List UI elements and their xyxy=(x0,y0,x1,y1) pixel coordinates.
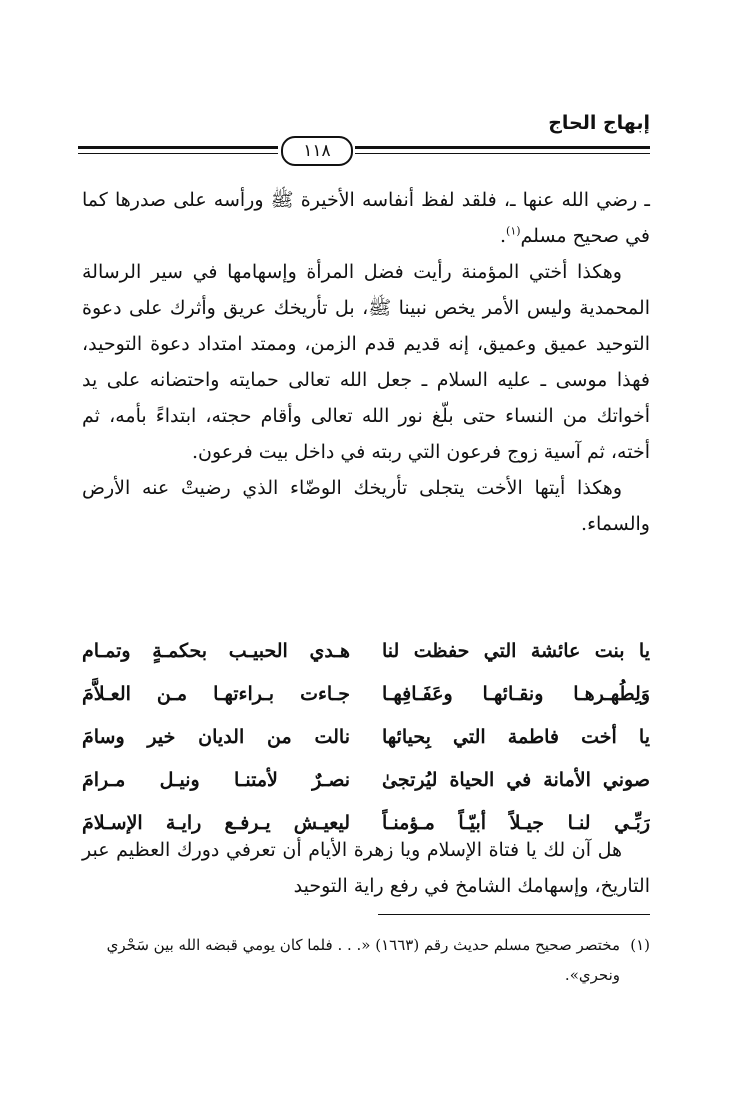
verse-first-hemistich: يا أخت فاطمة التي بِحيائها xyxy=(382,726,650,748)
book-title: إبهاج الحاج xyxy=(548,112,650,134)
verse-first-hemistich: صوني الأمانة في الحياة ليُرتجىٰ xyxy=(382,769,650,791)
paragraph-1 xyxy=(82,182,650,254)
header-rule-thick-right xyxy=(355,146,650,149)
verse-first-hemistich: رَبِّـي لنـا جيـلاً أبيّـاً مـؤمنـاً xyxy=(382,812,650,834)
poem-verse xyxy=(82,759,650,802)
verse-second-hemistich: جـاءت بـراءتهـا مـن العـلاَّمَ xyxy=(82,683,350,705)
poem-verse xyxy=(82,673,650,716)
poem xyxy=(82,630,650,845)
footnotes xyxy=(82,930,650,990)
paragraph-1-text: ـ رضي الله عنها ـ، فلقد لفظ أنفاسه الأخيرة ﷺ ورأسه على صدرها كما في صحيح مسلم xyxy=(82,189,650,247)
poem-verse xyxy=(82,716,650,759)
header-rule-thin-right xyxy=(355,153,650,154)
verse-second-hemistich: نالت من الديان خير وسامَ xyxy=(82,726,350,748)
header-rule-thin-left xyxy=(78,153,278,154)
verse-first-hemistich: وَلِطُهـرهـا ونقـائهـا وعَفَـافِهـا xyxy=(382,683,650,705)
paragraph-1-end: . xyxy=(499,225,507,247)
footnote-1 xyxy=(82,930,650,990)
footnote-separator xyxy=(378,914,650,915)
page-number: ١١٨ xyxy=(281,136,353,166)
body-text xyxy=(82,182,650,542)
verse-first-hemistich: يا بنت عائشة التي حفظت لنا xyxy=(382,640,650,662)
paragraph-3: وهكذا أيتها الأخت يتجلى تأريخك الوضّاء الذي رضيتْ عنه الأرض والسماء. xyxy=(82,477,650,535)
footnote-text: مختصر صحيح مسلم حديث رقم (١٦٦٣) «. . . فلما كان يومي قبضه الله بين سَحْري ونحري». xyxy=(106,936,620,984)
verse-second-hemistich: نصـرٌ لأمتنـا ونيـل مـرامَ xyxy=(82,769,350,791)
footnote-ref-1: (١) xyxy=(506,224,521,238)
verse-second-hemistich: هـدي الحبيـب بحكمـةٍ وتمـام xyxy=(82,640,350,662)
verse-second-hemistich: ليعيـش يـرفـع رايـة الإسـلامَ xyxy=(82,812,350,834)
header-rule-thick-left xyxy=(78,146,278,149)
page-header xyxy=(78,112,650,162)
after-poem-text xyxy=(82,832,650,904)
footnote-number: (١) xyxy=(630,936,650,954)
paragraph-4: هل آن لك يا فتاة الإسلام ويا زهرة الأيام أن تعرفي دورك العظيم عبر التاريخ، وإسهامك الشامخ في رفع راية التوحيد xyxy=(82,839,650,897)
poem-verse xyxy=(82,630,650,673)
paragraph-2: وهكذا أختي المؤمنة رأيت فضل المرأة وإسهامها في سير الرسالة المحمدية وليس الأمر يخص نبينا ﷺ، بل تأريخك عريق وأثرك على دعوة التوحيد عميق وعميق، إنه قديم قدم الزمن، وممتد امتداد دعوة التوحيد، فهذا موسى ـ عليه السلام ـ جعل الله تعالى حمايته واحتضانه على يد أخواتك من النساء حتى بلّغ نور الله تعالى وأقام حجته، ابتداءً بأمه، ثم أخته، ثم آسية زوج فرعون التي ربته في داخل بيت فرعون. xyxy=(82,261,650,463)
